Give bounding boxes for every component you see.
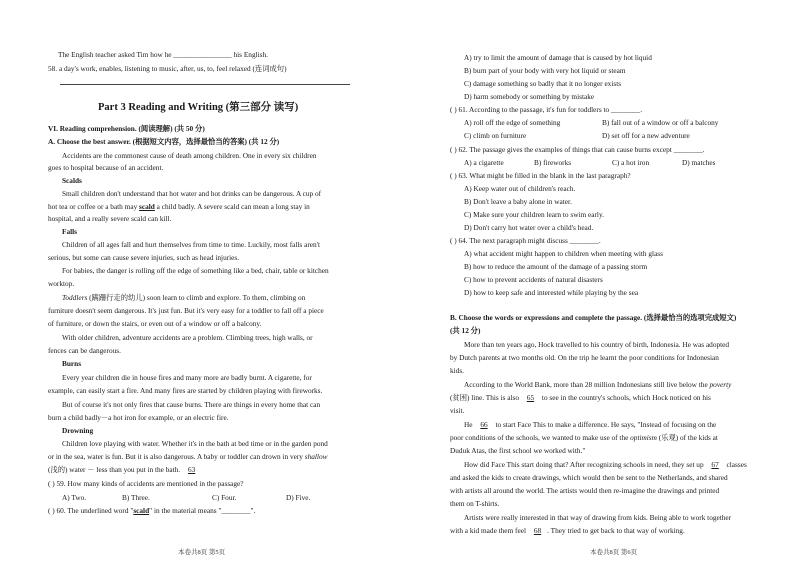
text-line: [48, 465, 201, 475]
text-line: and asked the kids to create drawings, which would then be sent to the Netherlands, and shared: [450, 473, 728, 482]
option[interactable]: A) a cigarette: [464, 158, 504, 167]
text-span: with a kid made them feel: [450, 526, 528, 535]
option[interactable]: C) damage something so badly that it no longer exists: [464, 79, 622, 88]
section-heading: A. Choose the best answer. (根据短文内容，选择最恰当的答案) (共 12 分): [48, 137, 280, 146]
answer-line[interactable]: [60, 84, 350, 85]
question-64: ( ) 64. The next paragraph might discuss ________.: [450, 236, 601, 245]
text-span: or in the sea, water is fun. But it is also dangerous. A baby or toddler can drown in very: [48, 452, 305, 461]
text-span: He: [464, 420, 475, 429]
option[interactable]: D) Five.: [286, 493, 311, 502]
text-line: Duduk Atas, the first school we worked with.": [450, 446, 586, 455]
text-span: to see in the country's schools, which Hock noticed on his: [540, 393, 711, 402]
text-span: According to the World Bank, more than 28 million Indonesians still live below the: [464, 380, 710, 389]
text-line: worktop.: [48, 279, 75, 288]
option[interactable]: B) how to reduce the amount of the damage of a passing storm: [464, 262, 648, 271]
part-title: Part 3 Reading and Writing (第三部分 读写): [98, 102, 299, 113]
page-footer: 本卷共8页 第5页: [178, 549, 226, 556]
text-line: [464, 380, 731, 390]
blank-number: 68: [533, 526, 542, 535]
option[interactable]: B) burn part of your body with very hot liquid or steam: [464, 66, 626, 75]
italic-word: optimism: [630, 433, 657, 442]
right-page: [400, 0, 800, 566]
text-line: [464, 460, 747, 470]
blank-number: 63: [187, 465, 196, 474]
italic-word: shallow: [304, 452, 328, 461]
subheading: Scalds: [62, 176, 82, 185]
option[interactable]: B) Three.: [122, 493, 150, 502]
text-line: Accidents are the commonest cause of death among children. One in every six children: [62, 151, 317, 160]
option[interactable]: C) a hot iron: [612, 158, 650, 167]
option[interactable]: A) Two.: [62, 493, 87, 502]
text-span: (贫困) line. This is also: [450, 393, 521, 402]
text-line: fences can be dangerous.: [48, 346, 121, 355]
text-line: them on T-shirts.: [450, 499, 500, 508]
text-span: poor conditions of the schools, we wanted to make use of the: [450, 433, 631, 442]
text-line: Small children don't understand that hot water and hot drinks can be dangerous. A cup of: [62, 189, 322, 198]
option[interactable]: B) fall out of a window or off a balcony: [602, 118, 719, 127]
option[interactable]: A) try to limit the amount of damage that is caused by hot liquid: [464, 53, 652, 62]
blank-number: 66: [480, 420, 488, 429]
text-line: [62, 293, 305, 303]
text-span: (乐观) of the kids at: [656, 433, 718, 442]
text-line: goes to hospital because of an accident.: [48, 163, 164, 172]
text-line: But of course it's not only fires that cause burns. There are things in every home that can: [62, 400, 321, 409]
option[interactable]: C) Make sure your children learn to swim early.: [464, 210, 604, 219]
option[interactable]: D) Don't carry hot water over a child's head.: [464, 223, 594, 232]
option[interactable]: D) harm somebody or something by mistake: [464, 92, 595, 101]
text-line: kids.: [450, 366, 464, 375]
option[interactable]: B) fireworks: [534, 158, 572, 167]
option[interactable]: A) Keep water out of children's reach.: [464, 184, 576, 193]
text-span: classes: [724, 460, 747, 469]
option[interactable]: C) how to prevent accidents of natural disasters: [464, 275, 603, 284]
text-span: hot tea or coffee or a bath may: [48, 202, 140, 211]
text-line: furniture doesn't seem dangerous. It's just fun. But it's very easy for a toddler to fall off a piece: [48, 306, 324, 315]
question-60: [48, 506, 255, 516]
text-line: of furniture, or down the stairs, or even out of a window or off a balcony.: [48, 319, 262, 328]
text-span: (蹒跚行走的幼儿) soon learn to climb and explore. To them, climbing on: [87, 293, 306, 302]
text-span: (浅的) water － less than you put in the bath.: [48, 465, 182, 474]
text-line: More than ten years ago, Hock travelled to his country of birth, Indonesia. He was adopted: [464, 340, 730, 349]
text-span: to start Face This to make a difference. He says, "Instead of focusing on the: [493, 420, 717, 429]
text-line: example, can easily start a fire. And many fires are started by children playing with fireworks.: [48, 386, 323, 395]
subheading: Burns: [62, 359, 82, 368]
text-line: The English teacher asked Tim how he ________________ his English.: [58, 50, 268, 59]
blank-number: 65: [526, 393, 535, 402]
question-62: ( ) 62. The passage gives the examples of things that can cause burns except ________.: [450, 145, 705, 154]
option[interactable]: B) Don't leave a baby alone in water.: [464, 197, 572, 206]
text-span: ( ) 60. The underlined word ": [48, 506, 134, 515]
italic-word: poverty: [709, 380, 732, 389]
subheading: Drowning: [62, 426, 94, 435]
text-line: [48, 452, 327, 462]
text-line: Children love playing with water. Whether it's in the bath at bed time or in the garden pond: [62, 439, 328, 448]
text-line: [450, 433, 718, 443]
option[interactable]: A) roll off the edge of something: [464, 118, 561, 127]
underlined-word: scald: [139, 202, 155, 211]
text-line: [450, 526, 685, 536]
option[interactable]: C) climb on furniture: [464, 131, 527, 140]
question-63: ( ) 63. What might be filled in the blank in the last paragraph?: [450, 171, 631, 180]
text-line: with artists all around the world. The artists would then re-imagine the drawings and printed: [450, 486, 720, 495]
text-line: For babies, the danger is rolling off the edge of something like a bed, chair, table or kitchen: [62, 266, 329, 275]
text-line: [450, 393, 711, 403]
italic-word: Toddlers: [62, 293, 88, 302]
text-span: a child badly. A severe scald can mean a long stay in: [154, 202, 310, 211]
option[interactable]: D) set off for a new adventure: [602, 131, 690, 140]
question-58: 58. a day's work, enables, listening to music, after, us, to, feel relaxed (连词成句): [48, 64, 287, 73]
text-span: " in the material means "________".: [149, 506, 256, 515]
section-heading: B. Choose the words or expressions and complete the passage. (选择最恰当的选项完成短文): [450, 313, 737, 322]
subheading: Falls: [62, 227, 77, 236]
option[interactable]: C) Four.: [212, 493, 237, 502]
blank-number: 67: [711, 460, 719, 469]
section-heading: VI. Reading comprehension. (阅读理解) (共 50 分): [48, 124, 205, 133]
text-line: [48, 202, 310, 212]
option[interactable]: A) what accident might happen to children when meeting with glass: [464, 249, 663, 258]
text-line: hospital, and a really severe scald can kill.: [48, 214, 172, 223]
text-line: Children of all ages fall and hurt themselves from time to time. Luckily, most falls aren't: [62, 240, 320, 249]
text-span: . They tried to get back to that way of working.: [547, 526, 685, 535]
section-heading: (共 12 分): [450, 326, 481, 335]
text-line: burn a child badly－a hot iron for example, or an electric fire.: [48, 413, 229, 422]
text-line: by Dutch parents at two months old. On the trip he learnt the poor conditions for Indonesian: [450, 353, 719, 362]
page-footer: 本卷共8页 第6页: [590, 549, 638, 556]
text-line: Artists were really interested in that way of drawing from kids. Being able to work together: [464, 513, 732, 522]
option[interactable]: D) how to keep safe and interested while playing by the sea: [464, 288, 639, 297]
text-line: visit.: [450, 406, 465, 415]
text-span: How did Face This start doing that? After recognizing schools in need, they set up: [464, 460, 706, 469]
text-line: With older children, adventure accidents are a problem. Climbing trees, high walls, or: [62, 333, 313, 342]
text-line: serious, but some can cause severe injuries, such as head injuries.: [48, 253, 240, 262]
underlined-word: scald: [133, 506, 150, 515]
question-61: ( ) 61. According to the passage, it's fun for toddlers to ________.: [450, 105, 643, 114]
question-59: ( ) 59. How many kinds of accidents are mentioned in the passage?: [48, 479, 244, 488]
text-line: [464, 420, 716, 430]
option[interactable]: D) matches: [682, 158, 716, 167]
text-line: Every year children die in house fires and many more are badly burnt. A cigarette, for: [62, 373, 312, 382]
